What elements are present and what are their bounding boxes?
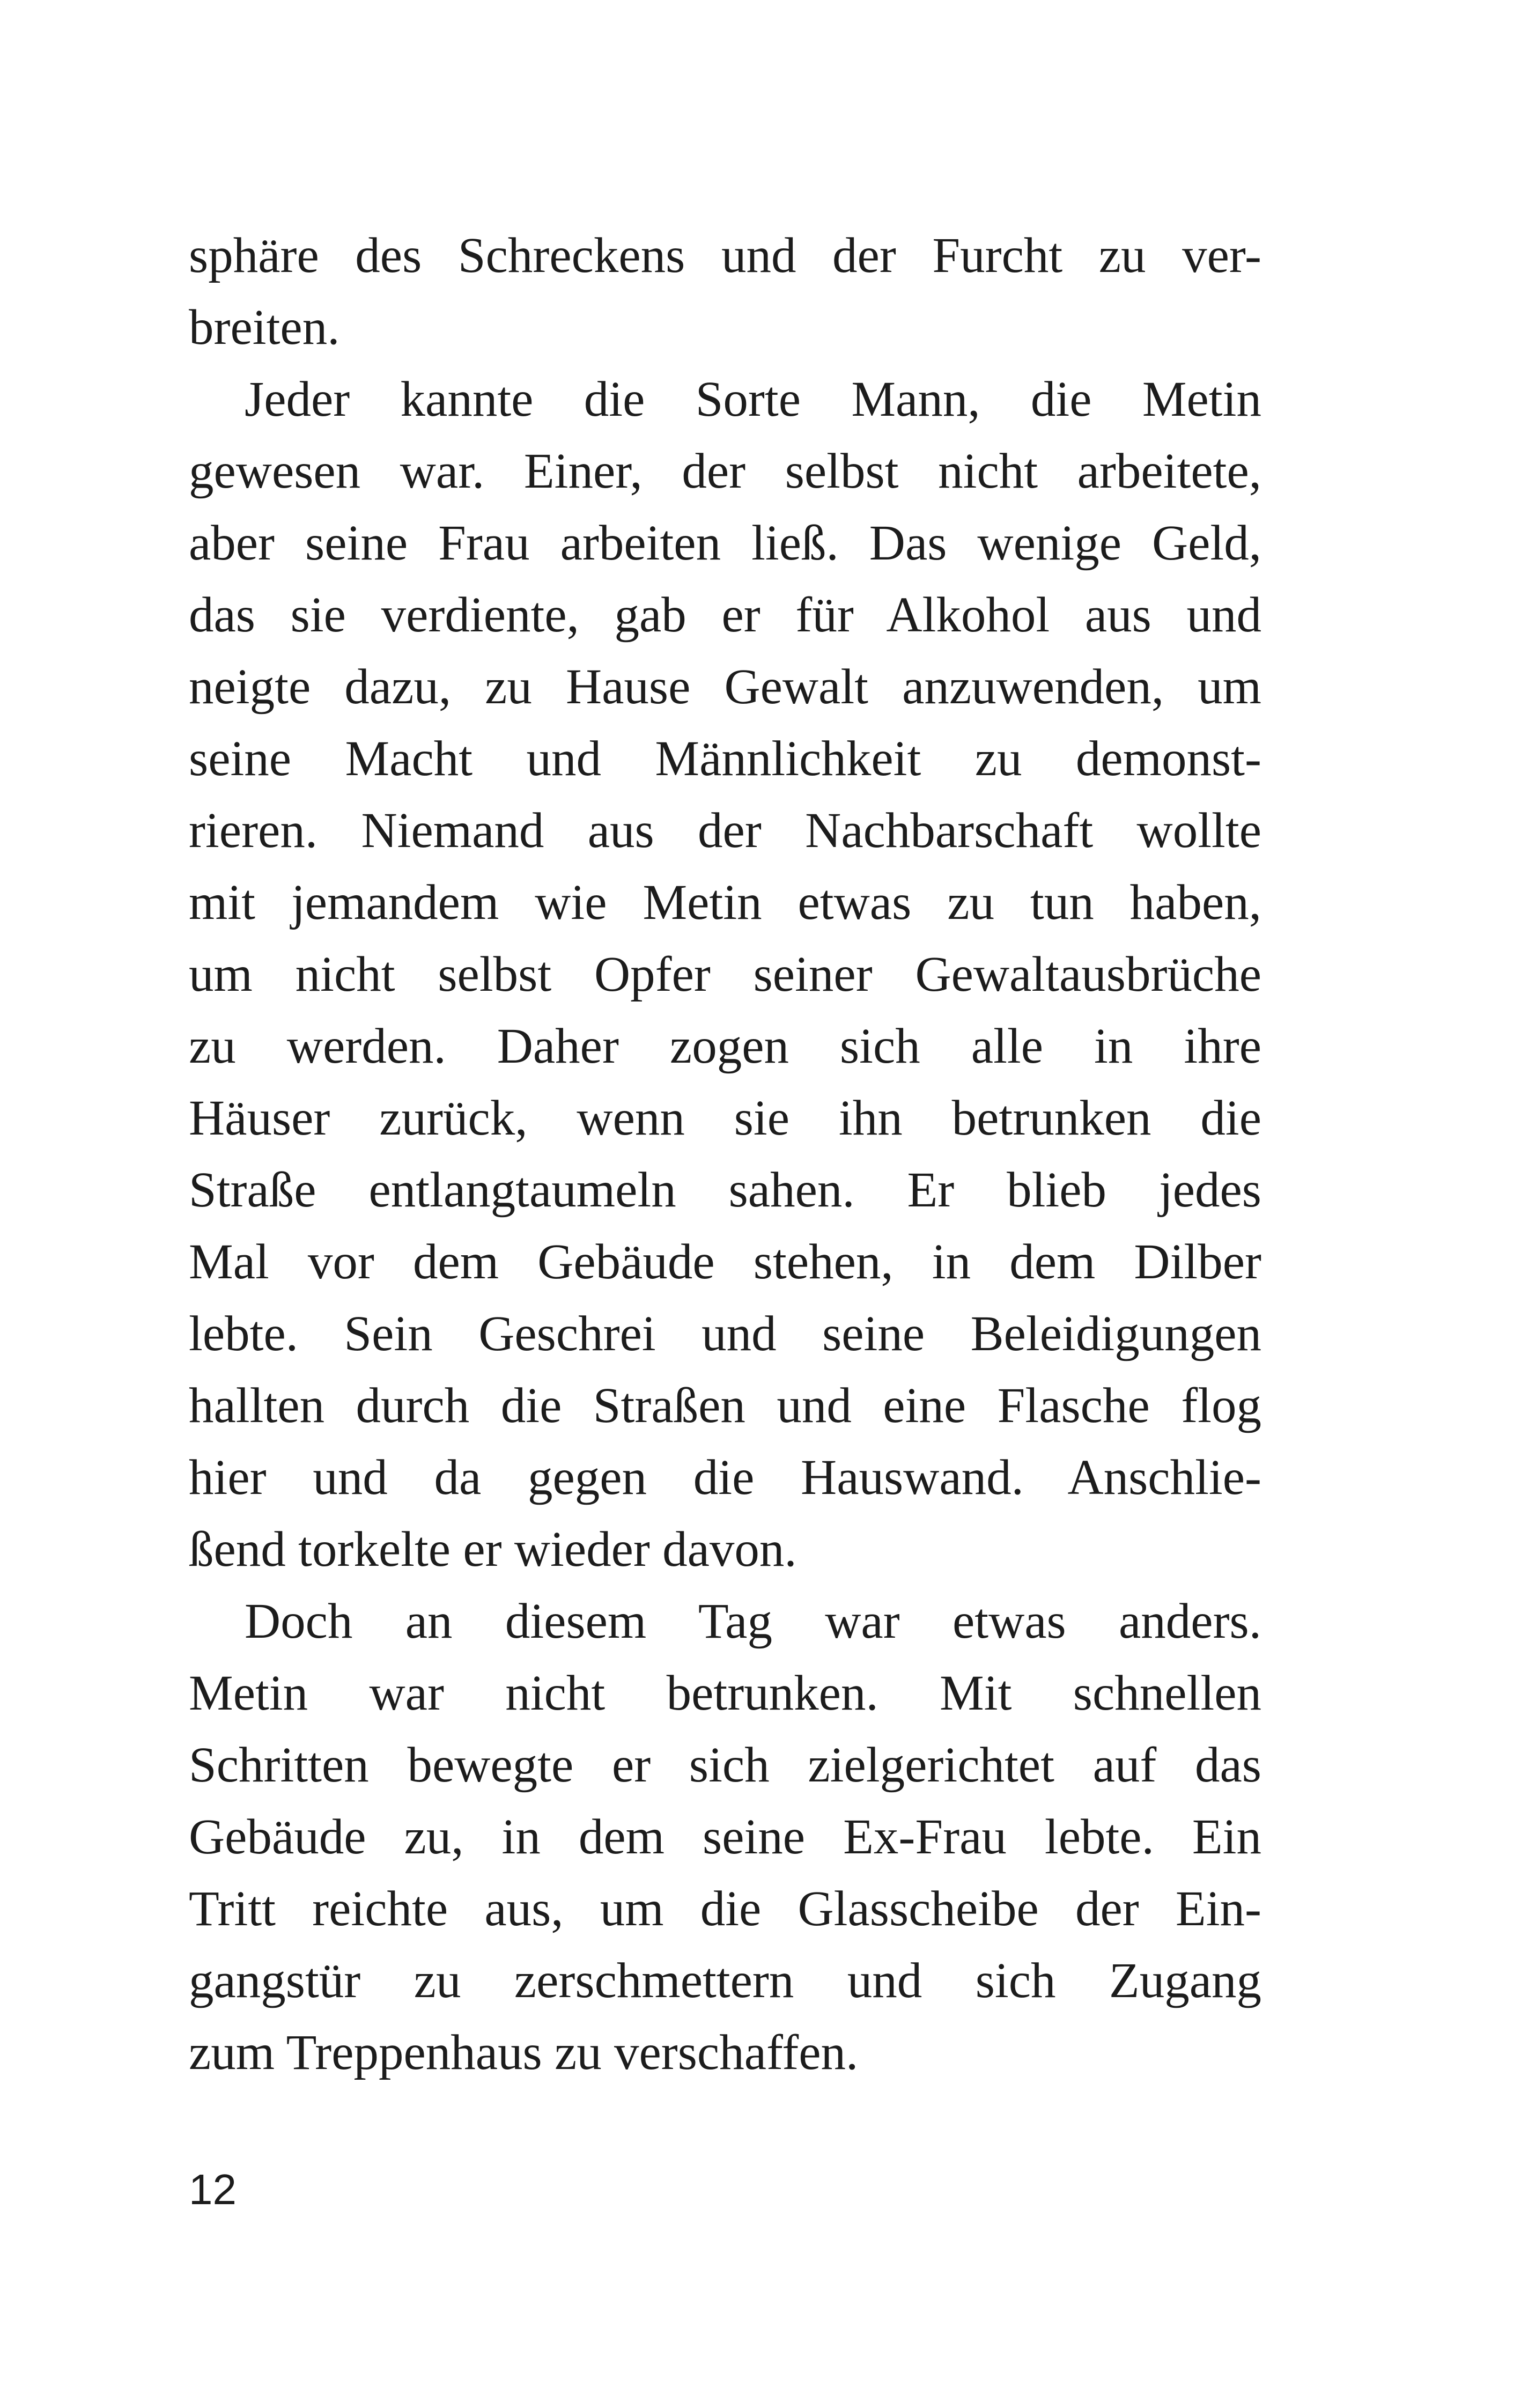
text-line: aber seine Frau arbeiten ließ. Das wenige Geld, <box>189 516 1261 571</box>
paragraph-first-line: Jeder kannte die Sorte Mann, die Metin <box>245 372 1261 427</box>
text-line: Metin war nicht betrunken. Mit schnellen <box>189 1666 1261 1721</box>
text-line: Mal vor dem Gebäude stehen, in dem Dilber <box>189 1234 1261 1290</box>
text-line: ßend torkelte er wieder davon. <box>189 1522 797 1577</box>
text-line: rieren. Niemand aus der Nachbarschaft wollte <box>189 803 1261 858</box>
text-line: lebte. Sein Geschrei und seine Beleidigungen <box>189 1306 1261 1361</box>
paragraph-first-line: Doch an diesem Tag war etwas anders. <box>245 1594 1261 1649</box>
text-line: Häuser zurück, wenn sie ihn betrunken die <box>189 1091 1261 1146</box>
text-line: sphäre des Schreckens und der Furcht zu ver- <box>189 228 1261 283</box>
text-line: gewesen war. Einer, der selbst nicht arbeitete, <box>189 444 1261 499</box>
text-line: gangstür zu zerschmettern und sich Zugang <box>189 1953 1261 2008</box>
text-line: um nicht selbst Opfer seiner Gewaltausbrüche <box>189 947 1261 1002</box>
text-line: hier und da gegen die Hauswand. Anschlie- <box>189 1450 1261 1505</box>
page-number: 12 <box>189 2166 237 2213</box>
text-line: seine Macht und Männlichkeit zu demonst- <box>189 731 1261 786</box>
text-line: Gebäude zu, in dem seine Ex-Frau lebte. Ein <box>189 1809 1261 1865</box>
body-text <box>189 220 1261 2089</box>
text-line: zu werden. Daher zogen sich alle in ihre <box>189 1019 1261 1074</box>
text-line: das sie verdiente, gab er für Alkohol aus und <box>189 587 1261 643</box>
text-line: hallten durch die Straßen und eine Flasche flog <box>189 1378 1261 1433</box>
text-line: breiten. <box>189 300 340 355</box>
text-line: neigte dazu, zu Hause Gewalt anzuwenden, um <box>189 659 1261 715</box>
text-line: Straße entlangtaumeln sahen. Er blieb jedes <box>189 1162 1261 1218</box>
text-line: Schritten bewegte er sich zielgerichtet auf das <box>189 1737 1261 1793</box>
text-line: Tritt reichte aus, um die Glasscheibe der Ein- <box>189 1881 1261 1936</box>
text-line: mit jemandem wie Metin etwas zu tun haben, <box>189 875 1261 930</box>
text-line: zum Treppenhaus zu verschaffen. <box>189 2025 859 2080</box>
